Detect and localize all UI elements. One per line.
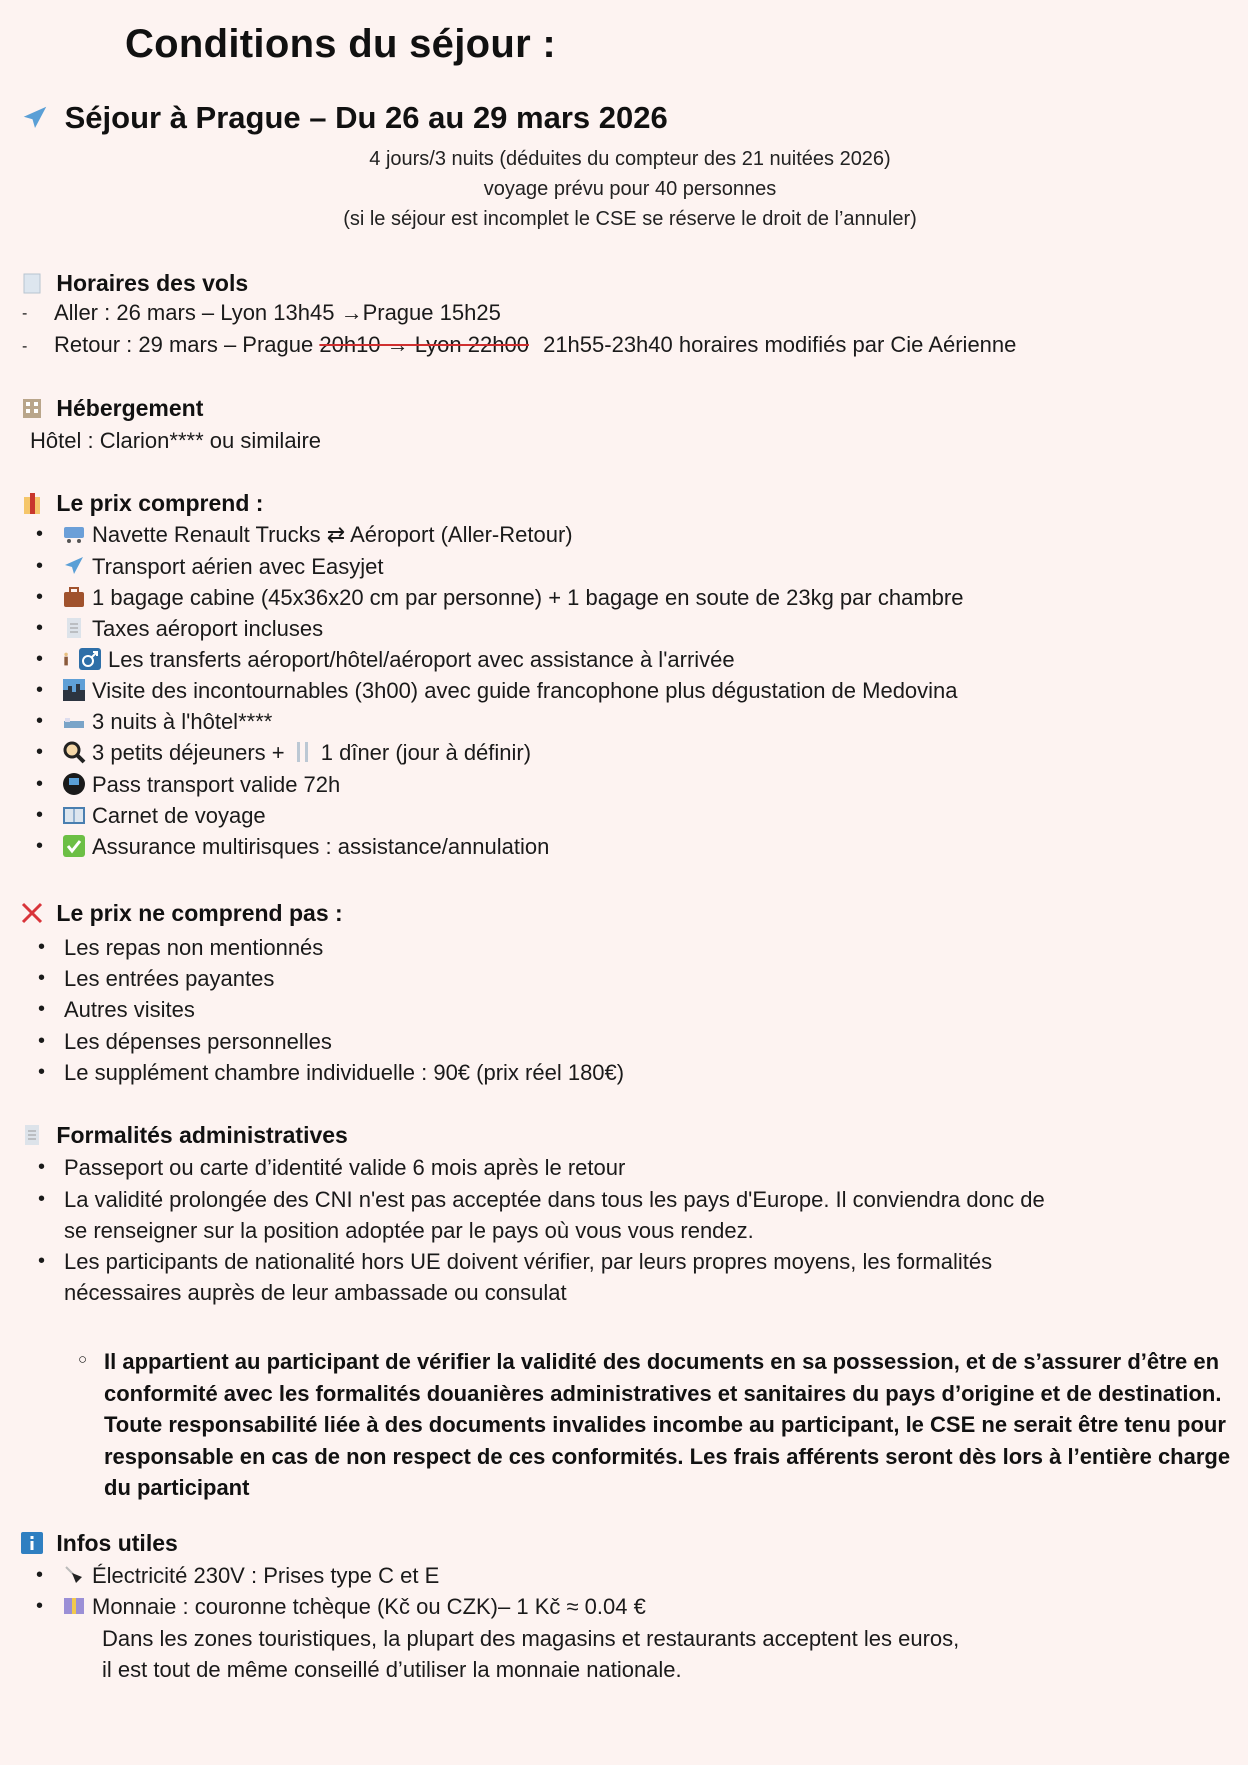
magnifier-icon [62, 740, 86, 764]
flight-retour [54, 332, 1016, 358]
plug-icon [62, 1563, 86, 1587]
list-item [62, 834, 549, 860]
list-item [62, 585, 963, 611]
list-item-continuation: se renseigner sur la position adoptée par le pays où vous vous rendez. [64, 1218, 754, 1243]
list-item [62, 522, 573, 548]
page-title: Conditions du séjour : [125, 22, 557, 66]
metro-icon [62, 772, 86, 796]
list-item: • Le supplément chambre individuelle : 90€ (prix réel 180€) [64, 1060, 624, 1086]
currency-note-2: il est tout de même conseillé d’utiliser la monnaie nationale. [102, 1657, 682, 1682]
flights-heading-text: Horaires des vols [56, 270, 249, 296]
includes-heading-text: Le prix comprend : [56, 490, 264, 516]
excludes-heading [20, 900, 343, 927]
lodging-heading-text: Hébergement [56, 395, 204, 421]
list-item: • La validité prolongée des CNI n'est pas acceptée dans tous les pays d'Europe. Il conviendra donc de [64, 1187, 1045, 1213]
list-item: • Les dépenses personnelles [64, 1029, 332, 1055]
bus-icon [62, 522, 86, 546]
intro-line-1: 4 jours/3 nuits (déduites du compteur des 21 nuitées 2026) [369, 148, 891, 170]
hotel-name: Hôtel : Clarion**** ou similaire [30, 428, 322, 453]
gift-icon [20, 491, 44, 515]
document-icon [20, 1123, 44, 1147]
item-text: Carnet de voyage [92, 803, 266, 828]
list-item [62, 554, 383, 580]
flight-aller: Aller : 26 mars – Lyon 13h45 →Prague 15h25 [54, 300, 501, 325]
item-text: Assurance multirisques : assistance/annulation [92, 834, 550, 859]
infos-heading-text: Infos utiles [56, 1530, 178, 1556]
formalities-heading-text: Formalités administratives [56, 1122, 348, 1148]
briefcase-icon [62, 585, 86, 609]
male-sign-icon [78, 647, 102, 671]
cross-icon [20, 901, 44, 925]
book-icon [62, 803, 86, 827]
list-item [62, 803, 266, 829]
currency-note-1: Dans les zones touristiques, la plupart des magasins et restaurants acceptent les euros, [102, 1626, 960, 1651]
includes-heading [20, 490, 263, 517]
list-item [62, 1594, 646, 1620]
retour-prefix: Retour : 29 mars – Prague [54, 332, 320, 357]
list-item-continuation: nécessaires auprès de leur ambassade ou consulat [64, 1280, 567, 1305]
list-item: • Les repas non mentionnés [64, 935, 323, 961]
item-text: 3 petits déjeuners + [92, 740, 291, 765]
list-item [62, 740, 531, 766]
airplane-icon [62, 554, 86, 578]
item-text: Transport aérien avec Easyjet [92, 554, 384, 579]
intro-line-3: (si le séjour est incomplet le CSE se réserve le droit de l’annuler) [343, 208, 917, 230]
flights-heading [20, 270, 248, 297]
dash-marker: - [22, 305, 28, 322]
ticket-icon [20, 271, 44, 295]
person-icon [62, 647, 76, 671]
retour-new-times: 21h55-23h40 horaires modifiés par Cie Aérienne [543, 332, 1017, 357]
item-text: Monnaie : couronne tchèque (Kč ou CZK)– 1 Kč ≈ 0.04 € [92, 1594, 646, 1619]
info-icon [20, 1531, 44, 1555]
list-item: • Les entrées payantes [64, 966, 274, 992]
list-item: • Passeport ou carte d’identité valide 6 mois après le retour [64, 1155, 625, 1181]
intro-line-2: voyage prévu pour 40 personnes [483, 178, 777, 200]
item-text: Les transferts aéroport/hôtel/aéroport avec assistance à l'arrivée [108, 647, 735, 672]
list-item [62, 616, 323, 642]
item-text: Navette Renault Trucks ⇄ Aéroport (Aller-Retour) [92, 522, 573, 547]
list-item: • Les participants de nationalité hors UE doivent vérifier, par leurs propres moyens, les formalités [64, 1249, 992, 1275]
subtitle-text: Séjour à Prague – Du 26 au 29 mars 2026 [64, 100, 668, 135]
item-text: 3 nuits à l'hôtel**** [92, 709, 273, 734]
trip-subtitle [20, 100, 668, 136]
item-text: Pass transport valide 72h [92, 772, 341, 797]
warning-paragraph: Il appartient au participant de vérifier la validité des documents en sa possession, et de s’assurer d’être en conformité avec les formalités douanières administratives et sanitaires du pays d’origine et de destination. Toute responsabilité liée à des documents invalides incombe au participant, le CSE ne serait être tenu pour responsable en cas de non respect de ces conformités. Les frais afférents seront dès lors à l’entière charge du participant [104, 1349, 1231, 1500]
list-item: • Autres visites [64, 997, 195, 1023]
fork-knife-icon [291, 740, 315, 764]
airplane-icon [20, 103, 50, 133]
hotel-icon [20, 396, 44, 420]
list-item [62, 709, 272, 735]
bed-icon [62, 709, 86, 733]
receipt-icon [62, 616, 86, 640]
list-item [62, 772, 340, 798]
list-item [62, 647, 735, 673]
infos-heading [20, 1530, 178, 1557]
item-text: Électricité 230V : Prises type C et E [92, 1563, 440, 1588]
item-text-2: 1 dîner (jour à définir) [320, 740, 532, 765]
retour-old-times: 20h10 → Lyon 22h00 [319, 332, 529, 357]
cityscape-icon [62, 678, 86, 702]
list-item [62, 678, 958, 704]
excludes-heading-text: Le prix ne comprend pas : [56, 900, 343, 926]
item-text: Taxes aéroport incluses [92, 616, 324, 641]
item-text: Visite des incontournables (3h00) avec guide francophone plus dégustation de Medovina [92, 678, 958, 703]
list-item [62, 1563, 439, 1589]
item-text: 1 bagage cabine (45x36x20 cm par personne) + 1 bagage en soute de 23kg par chambre [92, 585, 964, 610]
formalities-heading [20, 1122, 348, 1149]
dash-marker: - [22, 338, 28, 355]
banknote-icon [62, 1594, 86, 1618]
check-icon [62, 834, 86, 858]
lodging-heading [20, 395, 203, 422]
